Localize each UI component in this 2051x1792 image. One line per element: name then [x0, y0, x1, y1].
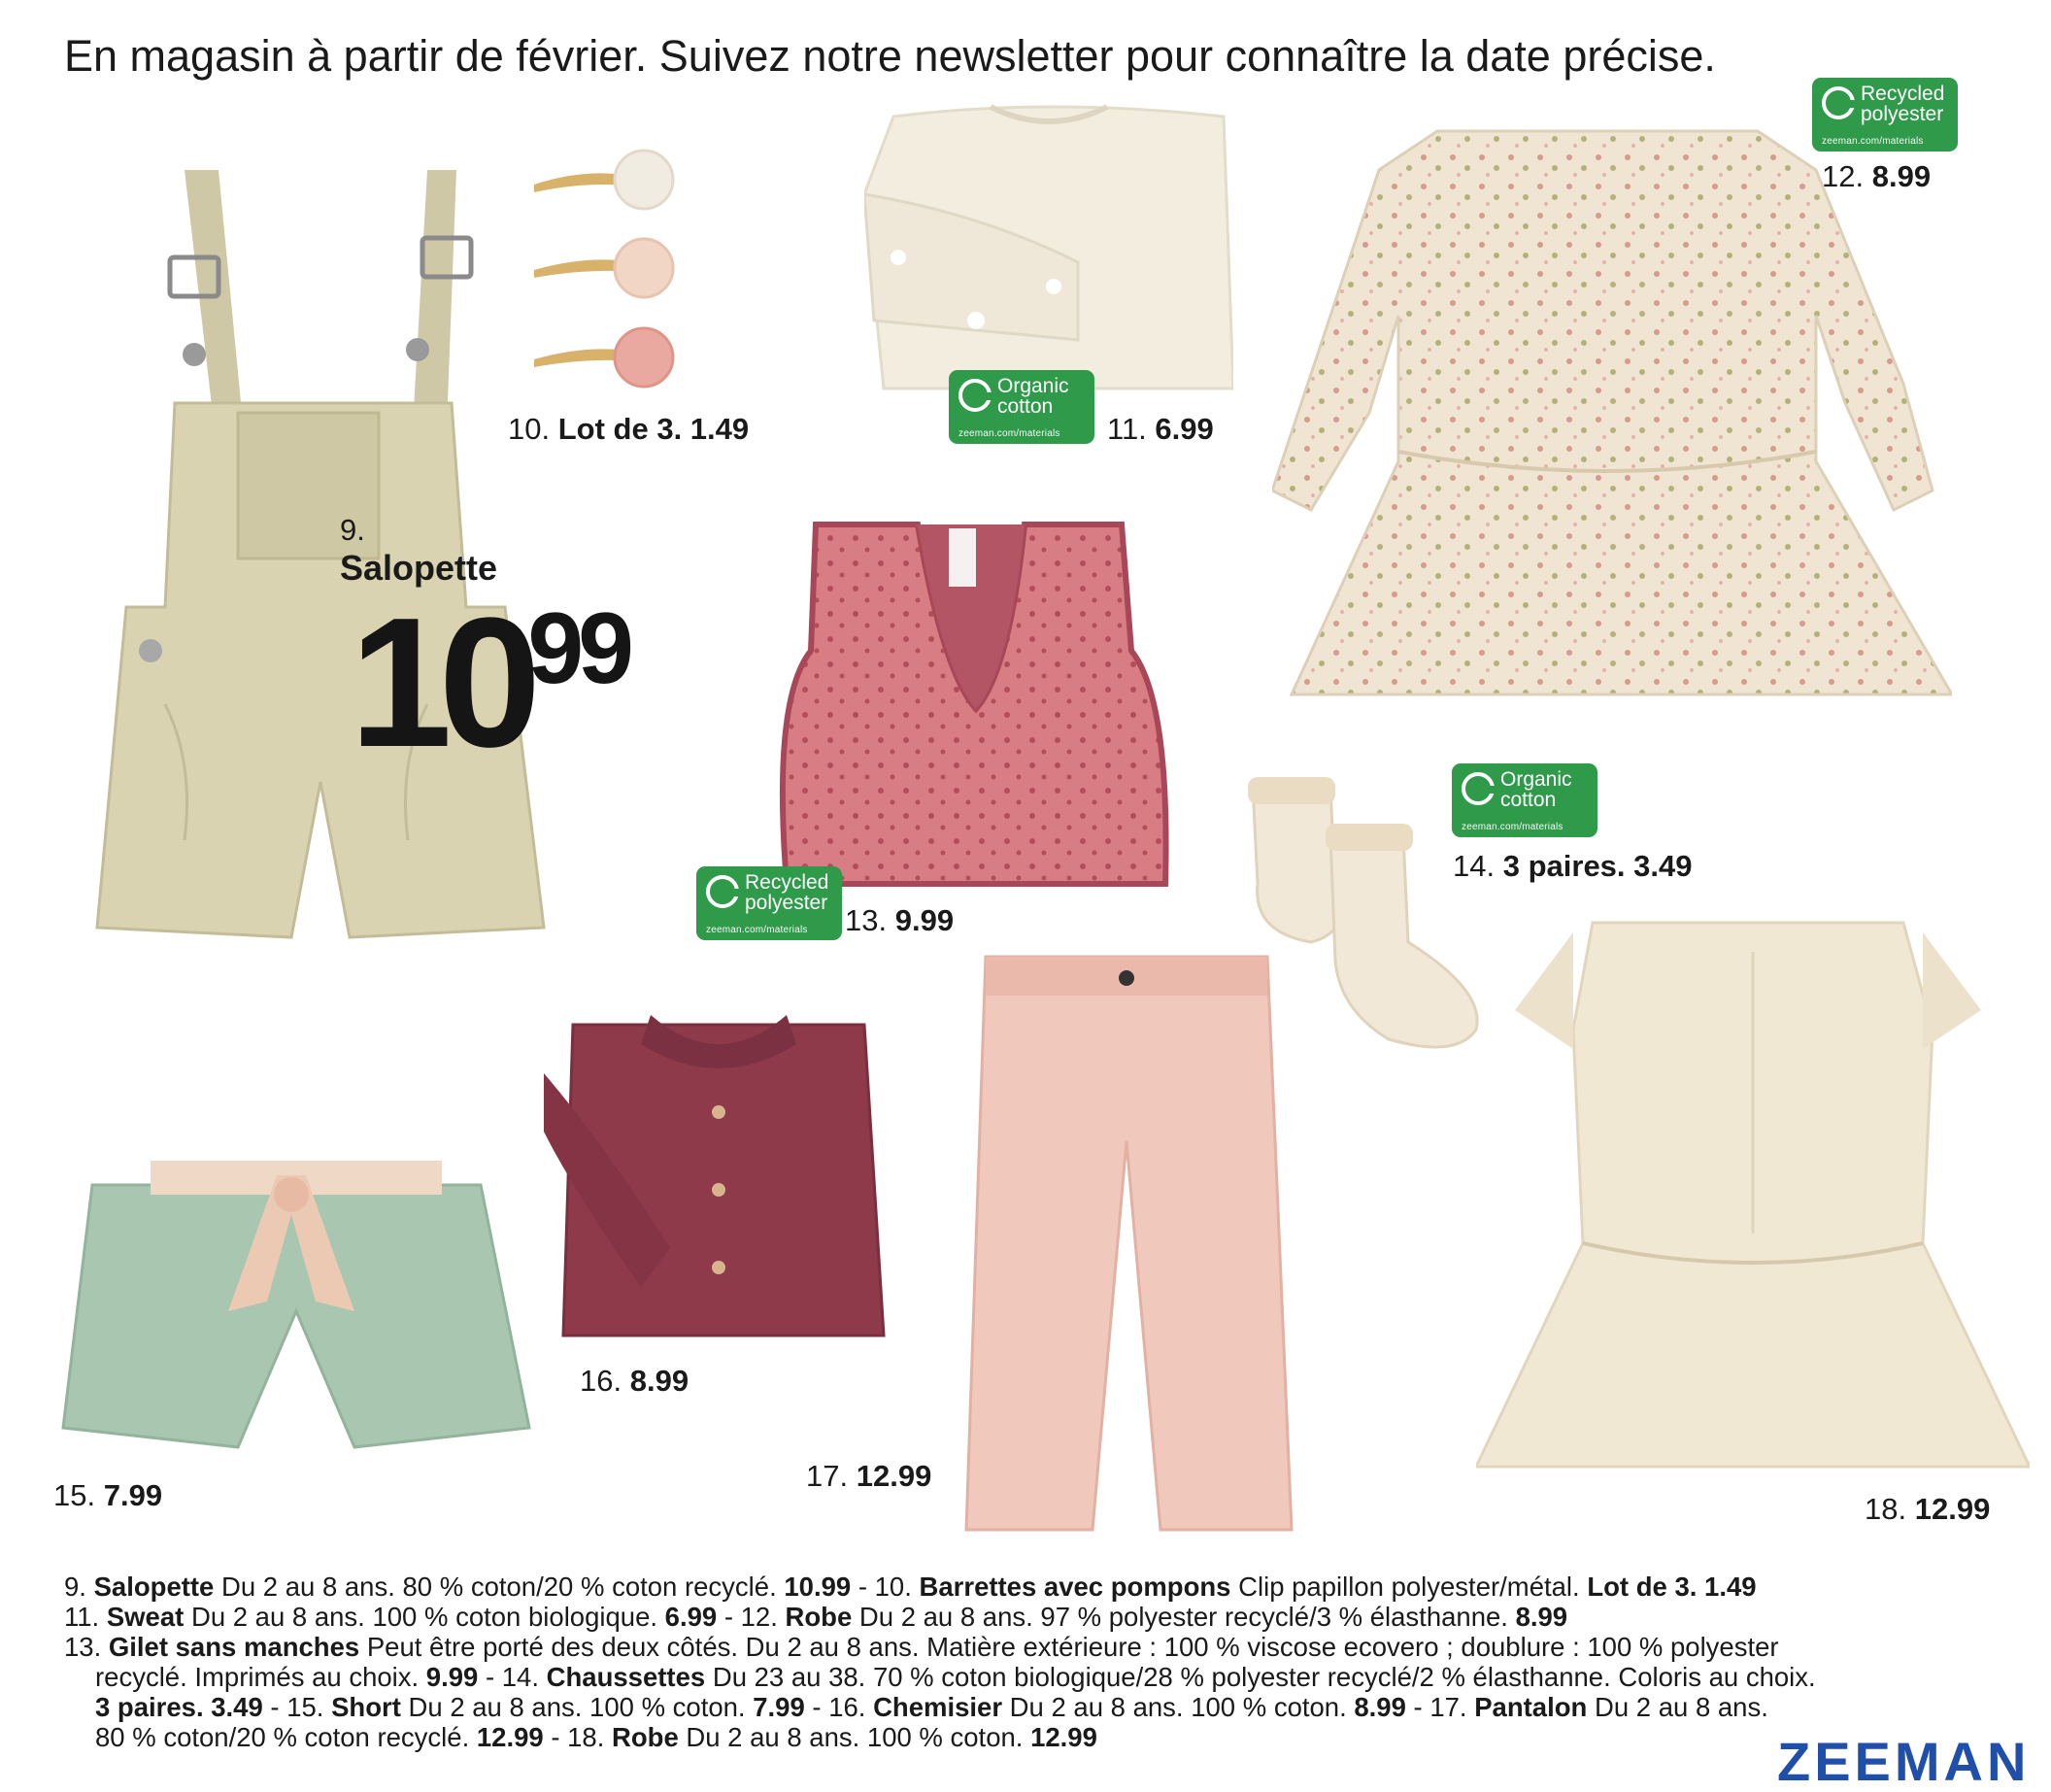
price-label-14: 14. 3 paires. 3.49: [1453, 849, 1693, 883]
description-line-2: 11. Sweat Du 2 au 8 ans. 100 % coton biologique. 6.99 - 12. Robe Du 2 au 8 ans. 97 % polyester recyclé/3 % élasthanne. 8.99: [64, 1602, 1568, 1632]
featured-price-integer: 10: [350, 580, 528, 786]
price-label-18: 18. 12.99: [1865, 1492, 1991, 1526]
organic-cotton-badge-11: Organic cotton zeeman.com/materials: [949, 370, 1094, 444]
price-label-13: 13. 9.99: [845, 903, 955, 937]
cotton-icon: [958, 379, 992, 412]
eyelet-dress-image: [1476, 913, 2030, 1476]
brand-logo: ZEEMAN: [1777, 1731, 2031, 1792]
description-line-3: 13. Gilet sans manches Peut être porté des deux côtés. Du 2 au 8 ans. Matière extérieure : 100 % viscose ecovero ; doublure : 100 % polyester: [64, 1632, 1779, 1662]
featured-price-decimals: 99: [527, 592, 629, 705]
featured-name: Salopette: [340, 548, 498, 588]
featured-number: 9.: [340, 513, 365, 547]
recycle-icon: [1822, 86, 1855, 119]
blouse-image: [544, 996, 893, 1345]
description-line-5: 3 paires. 3.49 - 15. Short Du 2 au 8 ans. 100 % coton. 7.99 - 16. Chemisier Du 2 au 8 ans. 100 % coton. 8.99 - 17. Pantalon Du 2 au 8 ans.: [95, 1692, 1768, 1722]
description-line-4: recyclé. Imprimés au choix. 9.99 - 14. Chaussettes Du 23 au 38. 70 % coton biologique/28 % polyester recyclé/2 % élasthanne. Coloris au choix.: [95, 1662, 1816, 1692]
price-label-17: 17. 12.99: [806, 1459, 932, 1493]
trousers-image: [957, 947, 1301, 1544]
recycle-icon: [706, 875, 739, 908]
featured-price: [350, 580, 629, 786]
hair-clips-image: [529, 146, 685, 408]
vest-image: [772, 505, 1170, 894]
recycled-polyester-badge-12: Recycled polyester zeeman.com/materials: [1812, 78, 1958, 152]
price-label-16: 16. 8.99: [580, 1364, 689, 1398]
floral-dress-image: [1272, 121, 1952, 743]
recycled-polyester-badge-13: Recycled polyester zeeman.com/materials: [696, 866, 842, 940]
sweatshirt-image: [864, 97, 1233, 398]
price-label-12: 12. 8.99: [1822, 159, 1932, 193]
organic-cotton-badge-14: Organic cotton zeeman.com/materials: [1452, 763, 1597, 837]
description-line-1: 9. Salopette Du 2 au 8 ans. 80 % coton/20 % coton recyclé. 10.99 - 10. Barrettes avec pompons Clip papillon polyester/métal. Lot de 3. 1.49: [64, 1572, 1757, 1602]
page-headline: En magasin à partir de février. Suivez notre newsletter pour connaître la date précise.: [64, 31, 1716, 81]
cotton-icon: [1462, 772, 1495, 805]
shorts-image: [53, 1156, 539, 1476]
price-label-15: 15. 7.99: [53, 1478, 163, 1512]
description-line-6: 80 % coton/20 % coton recyclé. 12.99 - 18. Robe Du 2 au 8 ans. 100 % coton. 12.99: [95, 1722, 1097, 1752]
product-description: [64, 1572, 2006, 1752]
price-label-11: 11. 6.99: [1107, 412, 1214, 446]
price-label-10: 10. Lot de 3. 1.49: [508, 412, 750, 446]
